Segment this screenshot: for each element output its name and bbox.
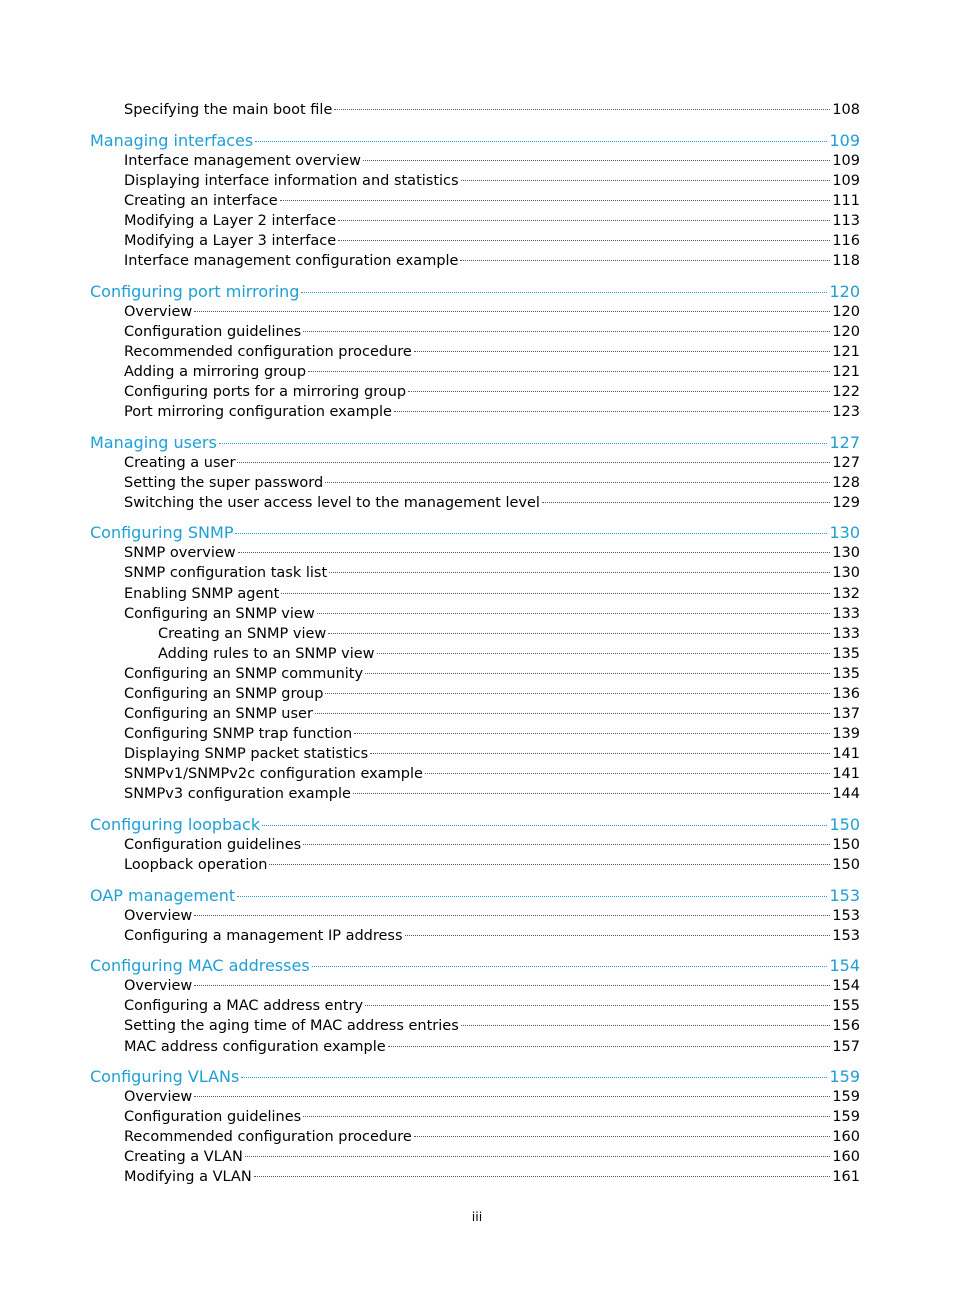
dot-leader	[365, 1005, 830, 1006]
toc-entry[interactable]	[124, 563, 860, 583]
dot-leader	[414, 351, 830, 352]
toc-entry[interactable]	[124, 584, 860, 604]
dot-leader	[219, 443, 828, 444]
toc-entry-title: Overview	[124, 978, 193, 995]
toc-entry[interactable]	[124, 362, 860, 382]
toc-entry-title: Switching the user access level to the management level	[124, 494, 540, 511]
toc-entry-page: 156	[832, 1018, 860, 1035]
toc-entry-page: 153	[832, 907, 860, 924]
dot-leader	[312, 966, 828, 967]
dot-leader	[338, 240, 830, 241]
toc-entry-title: Port mirroring configuration example	[124, 403, 392, 420]
toc-entry-page: 159	[832, 1089, 860, 1106]
toc-entry[interactable]	[124, 604, 860, 624]
toc-entry[interactable]	[124, 151, 860, 171]
toc-entry-page: 113	[832, 212, 860, 229]
toc-entry[interactable]	[124, 926, 860, 946]
toc-entry-title: SNMPv1/SNMPv2c configuration example	[124, 766, 423, 783]
toc-entry[interactable]	[124, 744, 860, 764]
toc-section-heading[interactable]	[90, 523, 860, 543]
toc-entry-title: Configuring an SNMP group	[124, 685, 324, 702]
dot-leader	[237, 462, 830, 463]
toc-entry[interactable]	[124, 1016, 860, 1036]
dot-leader	[194, 915, 830, 916]
dot-leader	[461, 180, 831, 181]
toc-entry-title: Configuring ports for a mirroring group	[124, 383, 407, 400]
dot-leader	[460, 260, 830, 261]
toc-entry-page: 133	[832, 625, 860, 642]
toc-entry-page: 157	[832, 1038, 860, 1055]
toc-entry-page: 154	[832, 978, 860, 995]
dot-leader	[269, 864, 830, 865]
dot-leader	[281, 593, 830, 594]
toc-entry-page: 121	[832, 343, 860, 360]
dot-leader	[365, 673, 830, 674]
toc-entry-title: Creating a user	[124, 454, 236, 471]
toc-entry[interactable]	[124, 1147, 860, 1167]
dot-leader	[394, 411, 830, 412]
toc-entry-page: 159	[829, 1067, 860, 1087]
toc-entry[interactable]	[124, 100, 860, 120]
toc-section-heading[interactable]	[90, 282, 860, 302]
toc-entry[interactable]	[124, 302, 860, 322]
toc-entry-page: 130	[832, 565, 860, 582]
toc-entry-title: Configuration guidelines	[124, 323, 302, 340]
toc-entry[interactable]	[124, 1037, 860, 1057]
toc-entry-title: SNMP configuration task list	[124, 565, 328, 582]
dot-leader	[328, 633, 830, 634]
toc-entry-title: Creating a VLAN	[124, 1149, 243, 1166]
dot-leader	[303, 1116, 830, 1117]
toc-entry[interactable]	[124, 835, 860, 855]
toc-entry-title: Configuring VLANs	[90, 1067, 240, 1087]
dot-leader	[303, 331, 830, 332]
toc-entry-title: Managing users	[90, 432, 217, 452]
toc-entry-page: 108	[832, 102, 860, 118]
toc-entry[interactable]	[124, 453, 860, 473]
toc-entry-page: 130	[832, 545, 860, 562]
toc-entry-title: Loopback operation	[124, 856, 268, 873]
toc-entry-page: 141	[832, 746, 860, 763]
dot-leader	[241, 1077, 827, 1078]
toc-entry[interactable]	[124, 191, 860, 211]
toc-entry-page: 154	[829, 956, 860, 976]
dot-leader	[325, 693, 830, 694]
dot-leader	[338, 220, 830, 221]
toc-entry-title: Overview	[124, 303, 193, 320]
toc-entry-title: Modifying a VLAN	[124, 1169, 252, 1186]
toc-entry-page: 135	[832, 665, 860, 682]
toc-entry[interactable]	[124, 473, 860, 493]
toc-entry-title: Configuring a management IP address	[124, 927, 403, 944]
toc-entry-title: SNMPv3 configuration example	[124, 786, 351, 803]
toc-section-heading[interactable]	[90, 1067, 860, 1087]
dot-leader	[353, 793, 830, 794]
toc-entry[interactable]	[124, 1107, 860, 1127]
toc-entry-page: 120	[829, 281, 860, 301]
toc-entry-page: 141	[832, 766, 860, 783]
dot-leader	[334, 109, 830, 110]
toc-entry-title: Configuration guidelines	[124, 836, 302, 853]
toc-entry-title: Configuring a MAC address entry	[124, 998, 364, 1015]
dot-leader	[325, 482, 830, 483]
toc-entry-page: 118	[832, 252, 860, 269]
toc-entry-page: 121	[832, 363, 860, 380]
toc-entry[interactable]	[124, 251, 860, 271]
toc-entry-title: Configuring loopback	[90, 814, 261, 834]
toc-section-heading[interactable]	[90, 886, 860, 906]
toc-entry[interactable]	[124, 724, 860, 744]
toc-entry-page: 159	[832, 1109, 860, 1126]
toc-entry-page: 161	[832, 1169, 860, 1186]
toc-entry-title: MAC address configuration example	[124, 1038, 386, 1055]
toc-entry-title: Enabling SNMP agent	[124, 585, 280, 602]
toc-entry-title: Configuring SNMP	[90, 523, 234, 543]
toc-entry-page: 109	[832, 172, 860, 189]
toc-entry-title: Specifying the main boot file	[124, 102, 333, 118]
toc-entry[interactable]	[124, 704, 860, 724]
toc-entry-page: 153	[829, 885, 860, 905]
toc-entry-page: 116	[832, 232, 860, 249]
toc-entry[interactable]	[158, 624, 860, 644]
toc-entry-page: 127	[829, 432, 860, 452]
dot-leader	[262, 825, 827, 826]
dot-leader	[238, 552, 831, 553]
toc-entry-title: Recommended configuration procedure	[124, 1129, 412, 1146]
toc-entry-page: 123	[832, 403, 860, 420]
toc-entry[interactable]	[124, 1167, 860, 1187]
toc-entry[interactable]	[124, 764, 860, 784]
toc-entry-page: 144	[832, 786, 860, 803]
toc-entry-page: 133	[832, 605, 860, 622]
toc-entry-title: Creating an SNMP view	[158, 625, 327, 642]
dot-leader	[317, 613, 831, 614]
dot-leader	[301, 292, 827, 293]
toc-entry[interactable]	[124, 342, 860, 362]
dot-leader	[245, 1156, 830, 1157]
dot-leader	[363, 160, 830, 161]
dot-leader	[194, 311, 830, 312]
toc-entry-page: 109	[832, 152, 860, 169]
toc-entry-title: Configuring an SNMP view	[124, 605, 315, 622]
toc-entry-page: 150	[832, 836, 860, 853]
toc-entry-title: Configuration guidelines	[124, 1109, 302, 1126]
toc-entry[interactable]	[158, 644, 860, 664]
dot-leader	[461, 1025, 831, 1026]
toc-entry-page: 111	[832, 192, 860, 209]
dot-leader	[425, 773, 830, 774]
toc-entry[interactable]	[124, 1127, 860, 1147]
toc-section-heading[interactable]	[90, 131, 860, 151]
toc-entry-title: Interface management overview	[124, 152, 361, 169]
toc-entry-title: Configuring SNMP trap function	[124, 726, 353, 743]
toc-entry-page: 129	[832, 494, 860, 511]
toc-entry[interactable]	[124, 322, 860, 342]
toc-entry[interactable]	[124, 231, 860, 251]
toc-entry-title: Setting the aging time of MAC address entries	[124, 1018, 459, 1035]
toc-entry-page: 137	[832, 705, 860, 722]
toc-section-heading[interactable]	[90, 433, 860, 453]
toc-section-heading[interactable]	[90, 956, 860, 976]
dot-leader	[280, 200, 831, 201]
toc-entry[interactable]	[124, 382, 860, 402]
dot-leader	[194, 1096, 830, 1097]
toc-entry-title: Recommended configuration procedure	[124, 343, 412, 360]
dot-leader	[315, 713, 830, 714]
toc-entry[interactable]	[124, 906, 860, 926]
toc-entry-page: 155	[832, 998, 860, 1015]
toc-entry-page: 132	[832, 585, 860, 602]
dot-leader	[354, 733, 830, 734]
toc-section-heading[interactable]	[90, 815, 860, 835]
toc-entry-page: 109	[829, 130, 860, 150]
toc-entry[interactable]	[124, 211, 860, 231]
dot-leader	[405, 935, 831, 936]
toc-entry-page: 122	[832, 383, 860, 400]
toc-entry-title: Managing interfaces	[90, 130, 254, 150]
toc-entry-title: Modifying a Layer 2 interface	[124, 212, 337, 229]
page-number: iii	[471, 1209, 483, 1224]
toc-entry[interactable]	[124, 855, 860, 875]
dot-leader	[255, 141, 827, 142]
toc-entry-page: 128	[832, 474, 860, 491]
toc-entry-title: Overview	[124, 1089, 193, 1106]
dot-leader	[303, 844, 830, 845]
dot-leader	[542, 502, 830, 503]
dot-leader	[408, 391, 830, 392]
toc-entry[interactable]	[124, 996, 860, 1016]
dot-leader	[329, 572, 830, 573]
toc-entry-title: Overview	[124, 907, 193, 924]
toc-entry-page: 153	[832, 927, 860, 944]
dot-leader	[388, 1046, 831, 1047]
toc-entry-title: SNMP overview	[124, 545, 236, 562]
toc-entry[interactable]	[124, 664, 860, 684]
dot-leader	[414, 1136, 830, 1137]
toc-entry-page: 139	[832, 726, 860, 743]
toc-entry-title: Configuring port mirroring	[90, 281, 300, 301]
toc-entry-page: 136	[832, 685, 860, 702]
toc-entry[interactable]	[124, 1087, 860, 1107]
toc-entry[interactable]	[124, 784, 860, 804]
toc-entry-page: 120	[832, 323, 860, 340]
toc-entry[interactable]	[124, 402, 860, 422]
toc-entry-title: Interface management configuration example	[124, 252, 459, 269]
dot-leader	[254, 1176, 831, 1177]
toc-entry-title: Modifying a Layer 3 interface	[124, 232, 337, 249]
toc-entry-title: Setting the super password	[124, 474, 324, 491]
toc-entry-page: 130	[829, 523, 860, 543]
toc-entry-title: Displaying interface information and statistics	[124, 172, 459, 189]
dot-leader	[194, 985, 830, 986]
toc-entry-title: Configuring an SNMP user	[124, 705, 313, 722]
toc-entry-title: Creating an interface	[124, 192, 278, 209]
toc-entry-title: Configuring MAC addresses	[90, 956, 310, 976]
toc-entry[interactable]	[124, 171, 860, 191]
toc-entry[interactable]	[124, 976, 860, 996]
toc-entry-title: OAP management	[90, 885, 236, 905]
toc-entry-page: 150	[829, 814, 860, 834]
toc-entry-title: Displaying SNMP packet statistics	[124, 746, 369, 763]
toc-entry-title: Adding a mirroring group	[124, 363, 307, 380]
toc-entry[interactable]	[124, 493, 860, 513]
toc-entry[interactable]	[124, 543, 860, 563]
toc-entry-page: 150	[832, 856, 860, 873]
dot-leader	[237, 896, 827, 897]
toc-entry-page: 160	[832, 1149, 860, 1166]
toc-entry-page: 135	[832, 645, 860, 662]
toc-entry[interactable]	[124, 684, 860, 704]
dot-leader	[308, 371, 830, 372]
toc-entry-page: 127	[832, 454, 860, 471]
dot-leader	[370, 753, 830, 754]
toc-entry-page: 120	[832, 303, 860, 320]
toc-entry-title: Configuring an SNMP community	[124, 665, 364, 682]
toc-entry-page: 160	[832, 1129, 860, 1146]
dot-leader	[377, 653, 831, 654]
dot-leader	[235, 533, 827, 534]
toc-entry-title: Adding rules to an SNMP view	[158, 645, 375, 662]
